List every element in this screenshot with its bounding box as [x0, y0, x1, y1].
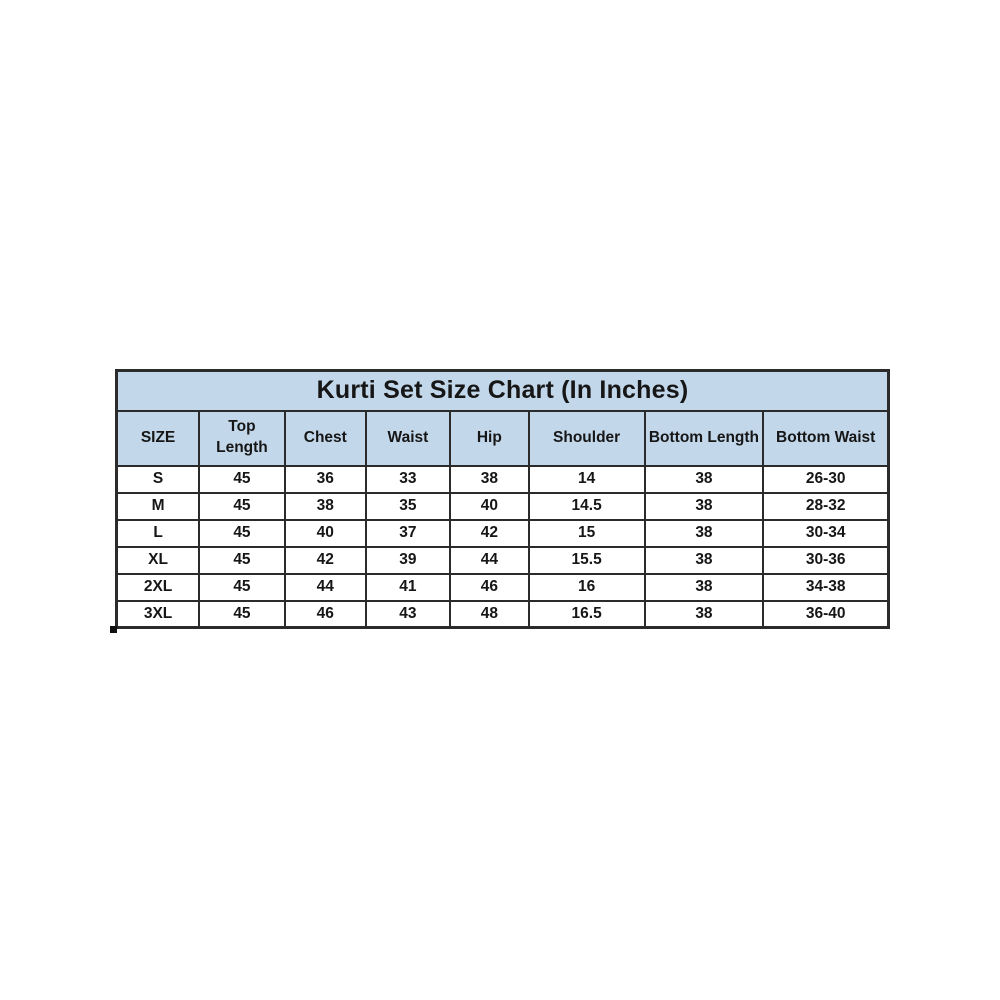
measurement-value: 30-34	[763, 520, 888, 547]
measurement-value: 36-40	[763, 601, 888, 628]
measurement-value: 43	[366, 601, 450, 628]
size-label: L	[117, 520, 200, 547]
measurement-value: 16.5	[529, 601, 645, 628]
table-row-xl	[117, 547, 889, 574]
column-header-size: SIZE	[117, 411, 200, 466]
column-header-waist: Waist	[366, 411, 450, 466]
size-label: XL	[117, 547, 200, 574]
measurement-value: 42	[285, 547, 366, 574]
measurement-value: 45	[199, 520, 285, 547]
measurement-value: 14.5	[529, 493, 645, 520]
measurement-value: 44	[285, 574, 366, 601]
measurement-value: 40	[285, 520, 366, 547]
header-row	[117, 411, 889, 466]
measurement-value: 45	[199, 574, 285, 601]
measurement-value: 38	[645, 574, 764, 601]
column-header-chest: Chest	[285, 411, 366, 466]
measurement-value: 34-38	[763, 574, 888, 601]
measurement-value: 26-30	[763, 466, 888, 493]
measurement-value: 38	[645, 466, 764, 493]
measurement-value: 46	[285, 601, 366, 628]
measurement-value: 38	[450, 466, 529, 493]
size-rows	[117, 466, 889, 628]
table-row-s	[117, 466, 889, 493]
size-chart-table	[115, 369, 890, 629]
measurement-value: 40	[450, 493, 529, 520]
measurement-value: 14	[529, 466, 645, 493]
measurement-value: 38	[645, 601, 764, 628]
measurement-value: 46	[450, 574, 529, 601]
table-row-m	[117, 493, 889, 520]
size-label: 2XL	[117, 574, 200, 601]
column-header-shoulder: Shoulder	[529, 411, 645, 466]
size-label: 3XL	[117, 601, 200, 628]
size-chart-container	[115, 369, 890, 629]
measurement-value: 16	[529, 574, 645, 601]
measurement-value: 45	[199, 466, 285, 493]
measurement-value: 44	[450, 547, 529, 574]
measurement-value: 45	[199, 547, 285, 574]
measurement-value: 30-36	[763, 547, 888, 574]
measurement-value: 36	[285, 466, 366, 493]
measurement-value: 33	[366, 466, 450, 493]
measurement-value: 35	[366, 493, 450, 520]
measurement-value: 38	[645, 493, 764, 520]
measurement-value: 15.5	[529, 547, 645, 574]
measurement-value: 15	[529, 520, 645, 547]
column-header-top-length: Top Length	[199, 411, 285, 466]
table-row-2xl	[117, 574, 889, 601]
title-row	[117, 371, 889, 411]
measurement-value: 42	[450, 520, 529, 547]
column-header-hip: Hip	[450, 411, 529, 466]
table-row-l	[117, 520, 889, 547]
measurement-value: 39	[366, 547, 450, 574]
measurement-value: 38	[645, 547, 764, 574]
chart-title: Kurti Set Size Chart (In Inches)	[117, 371, 889, 411]
table-row-3xl	[117, 601, 889, 628]
table-corner-handle	[110, 626, 117, 633]
measurement-value: 45	[199, 601, 285, 628]
measurement-value: 48	[450, 601, 529, 628]
measurement-value: 28-32	[763, 493, 888, 520]
measurement-value: 38	[285, 493, 366, 520]
column-header-bottom-length: Bottom Length	[645, 411, 764, 466]
measurement-value: 37	[366, 520, 450, 547]
size-label: M	[117, 493, 200, 520]
size-label: S	[117, 466, 200, 493]
measurement-value: 38	[645, 520, 764, 547]
measurement-value: 45	[199, 493, 285, 520]
column-header-bottom-waist: Bottom Waist	[763, 411, 888, 466]
measurement-value: 41	[366, 574, 450, 601]
